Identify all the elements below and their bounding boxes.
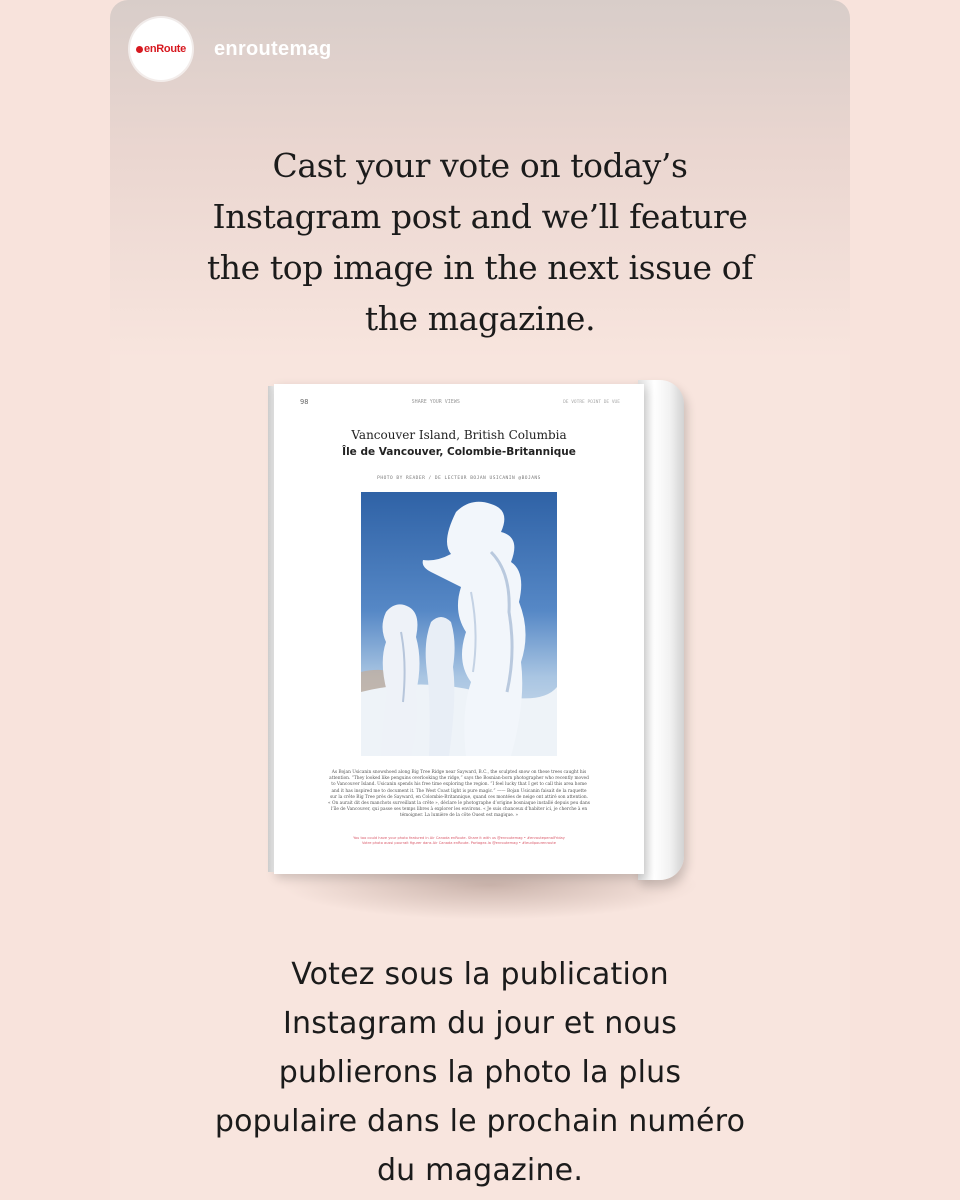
username[interactable]: enroutemag	[214, 37, 332, 60]
headline-english: Cast your vote on today’s Instagram post and we’ll feature the top image in the next issue of the magazine.	[206, 146, 754, 338]
page-meta	[300, 398, 620, 406]
story-header[interactable]	[130, 18, 331, 80]
section-label: SHARE YOUR VIEWS	[411, 399, 460, 405]
promo-line-french: Votre photo aussi pourrait figurer dans Air Canada enRoute. Partagez-la @enroutemag • #leudipourenroute	[362, 841, 556, 845]
article-title: Vancouver Island, British Columbia	[351, 428, 567, 442]
logo-text: enRoute	[144, 43, 186, 55]
avatar[interactable]	[130, 18, 192, 80]
snow-trees-illustration	[361, 492, 557, 756]
photo-credit: PHOTO BY READER / DE LECTEUR BOJAN USICANIN @BOJANS	[377, 476, 541, 481]
snow-trees-photo	[361, 492, 557, 756]
article-subtitle: Île de Vancouver, Colombie-Britannique	[342, 446, 576, 458]
enroute-logo	[136, 43, 186, 55]
section-label-fr: DE VOTRE POINT DE VUE	[563, 399, 620, 405]
article-body: As Bojan Usicanin snowshoed along Big Tree Ridge near Sayward, B.C., the sculpted snow on these trees caught his attention. “They looked like penguins overlooking the ridge,” says the Bosnian-born photographer who recently moved to Vancouver Island. Usicanin spends his free time exploring the region. “I feel lucky that I get to call this area home and it has inspired me to document it. The West Coast light is pure magic.” —— Bojan Usicanin faisait de la raquette sur la crête Big Tree près de Sayward, en Colombie-Britannique, quand ces montées de neige ont attiré son attention. « On aurait dit des manchots surveillant la crête », déclare le photographe d’origine bosniaque installé depuis peu dans l’île de Vancouver, qui passe ses temps libres à explorer les environs. « Je suis chanceux d’habiter ici, je cherche à en témoigner. La lumière de la côte Ouest est magique. »	[328, 770, 590, 819]
maple-leaf-icon	[136, 46, 143, 53]
promo-line-english: You too could have your photo featured in Air Canada enRoute. Share it with us @enroutemag • #enroutepenalFriday	[353, 836, 565, 840]
page-curl	[638, 380, 684, 880]
promo-text	[314, 836, 604, 846]
magazine-page	[274, 384, 644, 874]
magazine-mockup	[240, 380, 710, 940]
page-number: 98	[300, 398, 309, 406]
headline-french: Votez sous la publication Instagram du jour et nous publierons la photo la plus populaire dans le prochain numéro du magazine.	[214, 957, 746, 1188]
